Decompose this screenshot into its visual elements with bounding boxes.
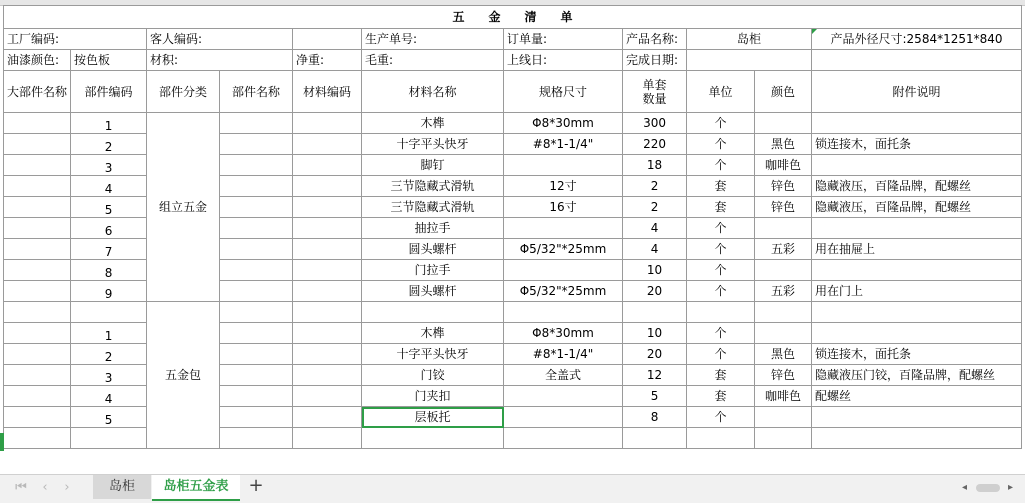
order-qty-label[interactable]: 订单量: <box>504 29 623 50</box>
header-qty-per-set[interactable]: 单套 数量 <box>623 71 687 113</box>
part-code-cell[interactable]: 2 <box>71 134 147 155</box>
unit-cell[interactable] <box>687 428 755 449</box>
color-cell[interactable] <box>755 113 812 134</box>
part-name-cell[interactable] <box>220 176 293 197</box>
product-name-label[interactable]: 产品名称: <box>623 29 687 50</box>
part-code-cell[interactable]: 5 <box>71 407 147 428</box>
color-cell[interactable]: 锌色 <box>755 176 812 197</box>
header-major-part-name[interactable]: 大部件名称 <box>4 71 71 113</box>
unit-cell[interactable]: 个 <box>687 344 755 365</box>
major-part-cell[interactable] <box>4 155 71 176</box>
title-row <box>4 6 1022 29</box>
part-name-cell[interactable] <box>220 197 293 218</box>
part-name-cell[interactable] <box>220 281 293 302</box>
scroll-left-icon[interactable]: ◂ <box>962 482 968 493</box>
qty-cell[interactable]: 10 <box>623 323 687 344</box>
major-part-cell[interactable] <box>4 134 71 155</box>
qty-cell[interactable]: 4 <box>623 218 687 239</box>
scroll-thumb[interactable] <box>976 484 1000 492</box>
sheet-title: 五 金 清 单 <box>4 6 1022 29</box>
color-cell[interactable] <box>755 407 812 428</box>
outer-size-cell[interactable]: 产品外径尺寸:2584*1251*840 <box>812 29 1022 50</box>
color-cell[interactable] <box>755 302 812 323</box>
spec-cell[interactable]: Φ5/32"*25mm <box>504 281 623 302</box>
customer-code-label[interactable]: 客人编码: <box>147 29 293 50</box>
empty-cell[interactable] <box>293 29 362 50</box>
notes-cell[interactable] <box>812 218 1022 239</box>
part-name-cell[interactable] <box>220 113 293 134</box>
material-code-cell[interactable] <box>293 218 362 239</box>
qty-cell[interactable]: 20 <box>623 344 687 365</box>
qty-cell[interactable]: 300 <box>623 113 687 134</box>
header-material-name[interactable]: 材料名称 <box>362 71 504 113</box>
notes-cell[interactable]: 隐藏液压，百隆品牌，配螺丝 <box>812 176 1022 197</box>
qty-cell[interactable]: 12 <box>623 365 687 386</box>
color-cell[interactable]: 五彩 <box>755 239 812 260</box>
major-part-cell[interactable] <box>4 386 71 407</box>
qty-cell[interactable] <box>623 428 687 449</box>
material-name-cell[interactable]: 抽拉手 <box>362 218 504 239</box>
spec-cell[interactable] <box>504 428 623 449</box>
part-code-cell[interactable]: 4 <box>71 176 147 197</box>
part-category-cell[interactable]: 组立五金 <box>147 113 220 302</box>
part-name-cell[interactable] <box>220 134 293 155</box>
first-sheet-icon[interactable]: ⏮ <box>15 480 27 495</box>
header-row <box>4 71 1022 113</box>
material-name-cell[interactable]: 脚钉 <box>362 155 504 176</box>
part-code-cell[interactable]: 9 <box>71 281 147 302</box>
part-name-cell[interactable] <box>220 407 293 428</box>
material-code-cell[interactable] <box>293 260 362 281</box>
unit-cell[interactable]: 个 <box>687 155 755 176</box>
prev-sheet-icon[interactable]: ‹ <box>42 480 48 495</box>
part-code-cell[interactable]: 1 <box>71 113 147 134</box>
info-row-2 <box>4 50 1022 71</box>
notes-cell[interactable] <box>812 113 1022 134</box>
spec-cell[interactable] <box>504 260 623 281</box>
part-code-cell[interactable]: 5 <box>71 197 147 218</box>
material-name-cell[interactable]: 三节隐藏式滑轨 <box>362 197 504 218</box>
spec-cell[interactable]: #8*1-1/4" <box>504 344 623 365</box>
header-unit[interactable]: 单位 <box>687 71 755 113</box>
unit-cell[interactable]: 套 <box>687 176 755 197</box>
next-sheet-icon[interactable]: › <box>64 480 70 495</box>
part-name-cell[interactable] <box>220 260 293 281</box>
unit-cell[interactable]: 个 <box>687 239 755 260</box>
notes-cell[interactable] <box>812 323 1022 344</box>
material-code-cell[interactable] <box>293 239 362 260</box>
material-code-cell[interactable] <box>293 428 362 449</box>
material-name-cell[interactable]: 木榫 <box>362 113 504 134</box>
part-name-cell[interactable] <box>220 344 293 365</box>
unit-cell[interactable]: 个 <box>687 218 755 239</box>
material-name-cell[interactable]: 门夹扣 <box>362 386 504 407</box>
header-color[interactable]: 颜色 <box>755 71 812 113</box>
material-code-cell[interactable] <box>293 113 362 134</box>
material-code-cell[interactable] <box>293 281 362 302</box>
material-name-cell[interactable] <box>362 302 504 323</box>
part-code-cell[interactable]: 3 <box>71 155 147 176</box>
qty-cell[interactable]: 2 <box>623 176 687 197</box>
part-name-cell[interactable] <box>220 386 293 407</box>
notes-cell[interactable] <box>812 302 1022 323</box>
major-part-cell[interactable] <box>4 428 71 449</box>
spec-cell[interactable]: Φ8*30mm <box>504 113 623 134</box>
major-part-cell[interactable] <box>4 344 71 365</box>
color-cell[interactable]: 咖啡色 <box>755 155 812 176</box>
part-code-cell[interactable]: 7 <box>71 239 147 260</box>
online-date-label[interactable]: 上线日: <box>504 50 623 71</box>
color-cell[interactable] <box>755 428 812 449</box>
production-no-label[interactable]: 生产单号: <box>362 29 504 50</box>
unit-cell[interactable]: 个 <box>687 323 755 344</box>
sheet-tab-bar <box>0 474 1025 503</box>
part-name-cell[interactable] <box>220 155 293 176</box>
material-code-cell[interactable] <box>293 344 362 365</box>
factory-code-label[interactable]: 工厂编码: <box>4 29 147 50</box>
info-row-1 <box>4 29 1022 50</box>
qty-cell[interactable]: 220 <box>623 134 687 155</box>
part-code-cell[interactable] <box>71 302 147 323</box>
spec-cell[interactable]: 全盖式 <box>504 365 623 386</box>
material-code-cell[interactable] <box>293 365 362 386</box>
notes-cell[interactable]: 锁连接木，面托条 <box>812 344 1022 365</box>
major-part-cell[interactable] <box>4 281 71 302</box>
material-name-cell[interactable]: 十字平头快牙 <box>362 134 504 155</box>
comment-marker <box>812 29 817 34</box>
notes-cell[interactable] <box>812 155 1022 176</box>
material-code-cell[interactable] <box>293 197 362 218</box>
table-row <box>4 113 1022 134</box>
spec-cell[interactable]: #8*1-1/4" <box>504 134 623 155</box>
material-code-cell[interactable] <box>293 323 362 344</box>
part-code-cell[interactable]: 8 <box>71 260 147 281</box>
unit-cell[interactable]: 套 <box>687 386 755 407</box>
empty-cell[interactable] <box>812 50 1022 71</box>
notes-cell[interactable]: 锁连接木，面托条 <box>812 134 1022 155</box>
notes-cell[interactable]: 用在门上 <box>812 281 1022 302</box>
material-name-cell[interactable]: 层板托 <box>362 407 504 428</box>
material-name-cell[interactable]: 十字平头快牙 <box>362 344 504 365</box>
notes-cell[interactable]: 隐藏液压，百隆品牌，配螺丝 <box>812 197 1022 218</box>
material-code-cell[interactable] <box>293 155 362 176</box>
volume-label[interactable]: 材积: <box>147 50 293 71</box>
major-part-cell[interactable] <box>4 197 71 218</box>
spec-cell[interactable]: Φ8*30mm <box>504 323 623 344</box>
part-code-cell[interactable]: 4 <box>71 386 147 407</box>
paint-color-label[interactable]: 油漆颜色: <box>4 50 71 71</box>
notes-cell[interactable] <box>812 407 1022 428</box>
major-part-cell[interactable] <box>4 260 71 281</box>
spec-cell[interactable]: Φ5/32"*25mm <box>504 239 623 260</box>
header-spec[interactable]: 规格尺寸 <box>504 71 623 113</box>
unit-cell[interactable]: 个 <box>687 407 755 428</box>
color-cell[interactable]: 锌色 <box>755 197 812 218</box>
color-cell[interactable] <box>755 260 812 281</box>
material-code-cell[interactable] <box>293 134 362 155</box>
major-part-cell[interactable] <box>4 176 71 197</box>
product-name-value[interactable]: 岛柜 <box>687 29 812 50</box>
major-part-cell[interactable] <box>4 407 71 428</box>
material-name-cell[interactable]: 三节隐藏式滑轨 <box>362 176 504 197</box>
add-sheet-button[interactable]: + <box>248 475 264 496</box>
qty-cell[interactable]: 5 <box>623 386 687 407</box>
header-material-code[interactable]: 材料编码 <box>293 71 362 113</box>
header-part-name[interactable]: 部件名称 <box>220 71 293 113</box>
qty-cell[interactable]: 20 <box>623 281 687 302</box>
color-cell[interactable] <box>755 323 812 344</box>
spec-cell[interactable] <box>504 302 623 323</box>
paint-color-value[interactable]: 按色板 <box>71 50 147 71</box>
part-category-cell[interactable]: 五金包 <box>147 302 220 449</box>
spec-cell[interactable] <box>504 155 623 176</box>
major-part-cell[interactable] <box>4 113 71 134</box>
spec-cell[interactable] <box>504 386 623 407</box>
part-name-cell[interactable] <box>220 365 293 386</box>
notes-cell[interactable]: 隐藏液压门铰，百隆品牌，配螺丝 <box>812 365 1022 386</box>
major-part-cell[interactable] <box>4 239 71 260</box>
part-name-cell[interactable] <box>220 323 293 344</box>
part-name-cell[interactable] <box>220 428 293 449</box>
qty-cell[interactable] <box>623 302 687 323</box>
spec-cell[interactable]: 12寸 <box>504 176 623 197</box>
color-cell[interactable]: 五彩 <box>755 281 812 302</box>
material-name-cell[interactable]: 木榫 <box>362 323 504 344</box>
tab-island-cabinet[interactable]: 岛柜 <box>93 475 151 499</box>
color-cell[interactable] <box>755 218 812 239</box>
material-name-cell[interactable]: 圆头螺杆 <box>362 281 504 302</box>
active-row-indicator <box>0 433 4 451</box>
color-cell[interactable]: 黑色 <box>755 344 812 365</box>
material-code-cell[interactable] <box>293 386 362 407</box>
part-code-cell[interactable] <box>71 428 147 449</box>
net-weight-label[interactable]: 净重: <box>293 50 362 71</box>
material-name-cell[interactable] <box>362 428 504 449</box>
notes-cell[interactable] <box>812 260 1022 281</box>
part-name-cell[interactable] <box>220 239 293 260</box>
hardware-list-table <box>3 5 1022 449</box>
major-part-cell[interactable] <box>4 302 71 323</box>
color-cell[interactable]: 锌色 <box>755 365 812 386</box>
notes-cell[interactable]: 用在抽屉上 <box>812 239 1022 260</box>
major-part-cell[interactable] <box>4 323 71 344</box>
tab-island-cabinet-hardware[interactable]: 岛柜五金表 <box>152 475 240 501</box>
unit-cell[interactable]: 套 <box>687 365 755 386</box>
header-part-category[interactable]: 部件分类 <box>147 71 220 113</box>
spec-cell[interactable]: 16寸 <box>504 197 623 218</box>
spec-cell[interactable] <box>504 407 623 428</box>
table-row <box>4 302 1022 323</box>
material-code-cell[interactable] <box>293 176 362 197</box>
material-name-cell[interactable]: 门铰 <box>362 365 504 386</box>
scroll-right-icon[interactable]: ▸ <box>1008 482 1014 493</box>
material-code-cell[interactable] <box>293 302 362 323</box>
notes-cell[interactable] <box>812 428 1022 449</box>
color-cell[interactable]: 黑色 <box>755 134 812 155</box>
unit-cell[interactable]: 套 <box>687 197 755 218</box>
qty-cell[interactable]: 18 <box>623 155 687 176</box>
notes-cell[interactable]: 配螺丝 <box>812 386 1022 407</box>
unit-cell[interactable]: 个 <box>687 134 755 155</box>
unit-cell[interactable]: 个 <box>687 113 755 134</box>
part-name-cell[interactable] <box>220 302 293 323</box>
material-name-cell[interactable]: 圆头螺杆 <box>362 239 504 260</box>
qty-cell[interactable]: 2 <box>623 197 687 218</box>
unit-cell[interactable]: 个 <box>687 281 755 302</box>
part-code-cell[interactable]: 1 <box>71 323 147 344</box>
qty-cell[interactable]: 8 <box>623 407 687 428</box>
qty-cell[interactable]: 4 <box>623 239 687 260</box>
empty-cell[interactable] <box>687 50 812 71</box>
color-cell[interactable]: 咖啡色 <box>755 386 812 407</box>
qty-cell[interactable]: 10 <box>623 260 687 281</box>
part-name-cell[interactable] <box>220 218 293 239</box>
spec-cell[interactable] <box>504 218 623 239</box>
finish-date-label[interactable]: 完成日期: <box>623 50 687 71</box>
gross-weight-label[interactable]: 毛重: <box>362 50 504 71</box>
unit-cell[interactable] <box>687 302 755 323</box>
material-code-cell[interactable] <box>293 407 362 428</box>
unit-cell[interactable]: 个 <box>687 260 755 281</box>
part-code-cell[interactable]: 6 <box>71 218 147 239</box>
horizontal-scrollbar[interactable] <box>960 482 1020 494</box>
major-part-cell[interactable] <box>4 218 71 239</box>
part-code-cell[interactable]: 3 <box>71 365 147 386</box>
header-notes[interactable]: 附件说明 <box>812 71 1022 113</box>
material-name-cell[interactable]: 门拉手 <box>362 260 504 281</box>
header-part-code[interactable]: 部件编码 <box>71 71 147 113</box>
part-code-cell[interactable]: 2 <box>71 344 147 365</box>
major-part-cell[interactable] <box>4 365 71 386</box>
